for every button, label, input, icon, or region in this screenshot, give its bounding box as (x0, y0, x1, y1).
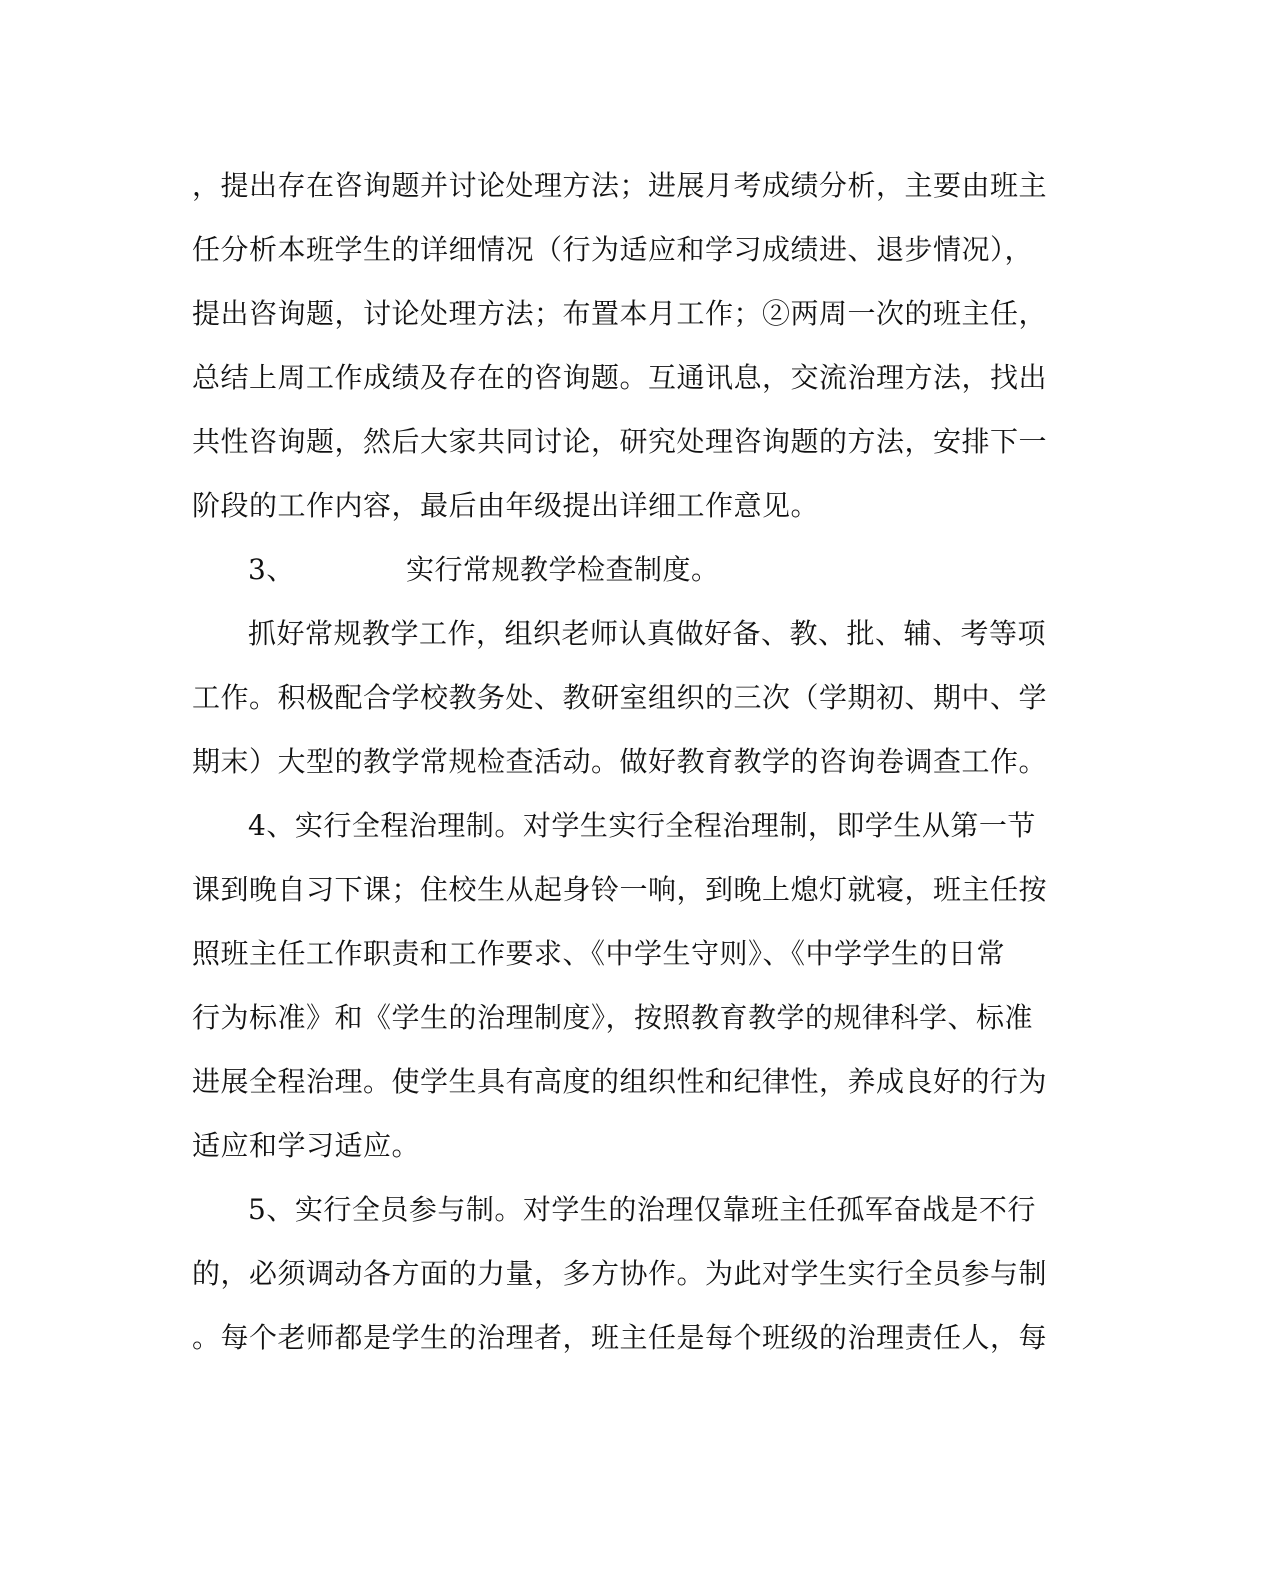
paragraph-line: 工作。积极配合学校教务处、教研室组织的三次（学期初、期中、学 (192, 681, 1048, 714)
paragraph-line: 照班主任工作职责和工作要求、《中学生守则》、《中学学生的日常 (192, 937, 1006, 970)
paragraph-line: 共性咨询题，然后大家共同讨论，研究处理咨询题的方法，安排下一 (192, 425, 1048, 458)
paragraph-line: ，提出存在咨询题并讨论处理方法；进展月考成绩分析，主要由班主 (192, 169, 1048, 202)
section-heading: 实行常规教学检查制度。 (406, 553, 720, 586)
paragraph-line: 抓好常规教学工作，组织老师认真做好备、教、批、辅、考等项 (248, 617, 1047, 650)
section-number: 3、 (248, 553, 295, 586)
paragraph-line: 进展全程治理。使学生具有高度的组织性和纪律性，养成良好的行为 (192, 1065, 1048, 1098)
paragraph-line: 总结上周工作成绩及存在的咨询题。互通讯息，交流治理方法，找出 (192, 361, 1048, 394)
paragraph-line: 的，必须调动各方面的力量，多方协作。为此对学生实行全员参与制 (192, 1257, 1048, 1290)
paragraph-line: 5、实行全员参与制。对学生的治理仅靠班主任孤军奋战是不行 (248, 1193, 1036, 1226)
paragraph-line: 4、实行全程治理制。对学生实行全程治理制，即学生从第一节 (248, 809, 1036, 842)
paragraph-line: 。每个老师都是学生的治理者，班主任是每个班级的治理责任人，每 (192, 1321, 1048, 1354)
paragraph-line: 提出咨询题，讨论处理方法；布置本月工作；②两周一次的班主任， (192, 297, 1048, 330)
paragraph-line: 任分析本班学生的详细情况（行为适应和学习成绩进、退步情况）， (192, 233, 1034, 266)
paragraph-line: 期末）大型的教学常规检查活动。做好教育教学的咨询卷调查工作。 (192, 745, 1048, 778)
paragraph-line: 阶段的工作内容，最后由年级提出详细工作意见。 (192, 489, 820, 522)
paragraph-line: 适应和学习适应。 (192, 1129, 421, 1162)
paragraph-line: 行为标准》和《学生的治理制度》，按照教育教学的规律科学、标准 (192, 1001, 1034, 1034)
paragraph-line: 课到晚自习下课；住校生从起身铃一响，到晚上熄灯就寝，班主任按 (192, 873, 1048, 906)
